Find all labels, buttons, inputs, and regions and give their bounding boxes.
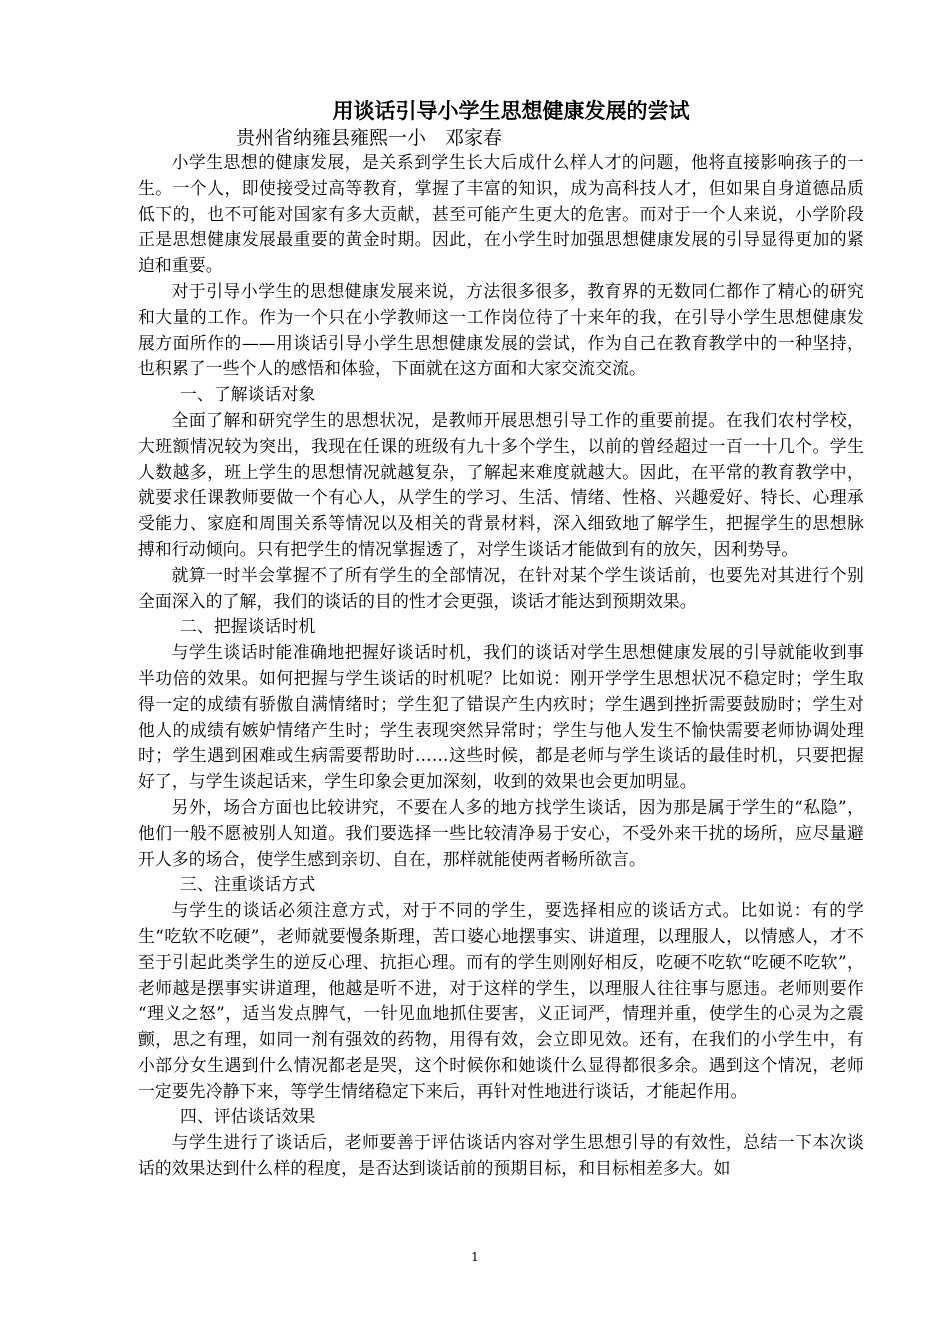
section-heading: 四、评估谈话效果 xyxy=(180,1106,316,1127)
section-heading: 二、把握谈话时机 xyxy=(180,616,316,637)
body-paragraph: 与学生的谈话必须注意方式，对于不同的学生，要选择相应的谈话方式。比如说：有的学生“吃软不吃硬”，老师就要慢条斯理，苦口婆心地摆事实、讲道理，以理服人，以情感人，才不至于引起此类学生的逆反心理、抗拒心理。而有的学生则刚好相反，吃硬不吃软“吃硬不吃软”，老师越是摆事实讲道理，他越是听不进，对于这样的学生，以理服人往往事与愿违。老师则要作 “理义之怒”，适当发点脾气，一针见血地抓住要害，义正词严，情理并重，使学生的心灵为之震颤，思之有理，如同一剂有强效的药物，用得有效，会立即见效。还有，在我们的小学生中，有小部分女生遇到什么情况都老是哭，这个时候你和她谈什么显得都很多余。遇到这个情况，老师一定要先冷静下来，等学生情绪稳定下来后，再针对性地进行谈话，才能起作用。 xyxy=(138,900,864,1101)
document-page xyxy=(138,96,864,1182)
section-heading: 一、了解谈话对象 xyxy=(180,384,316,405)
body-paragraph: 小学生思想的健康发展，是关系到学生长大后成什么样人才的问题，他将直接影响孩子的一生。一个人，即使接受过高等教育，掌握了丰富的知识，成为高科技人才，但如果自身道德品质低下的，也不可能对国家有多大贡献，甚至可能产生更大的危害。而对于一个人来说，小学阶段正是思想健康发展最重要的黄金时期。因此，在小学生时加强思想健康发展的引导显得更加的紧迫和重要。 xyxy=(138,152,864,276)
body-paragraph: 全面了解和研究学生的思想状况，是教师开展思想引导工作的重要前提。在我们农村学校，大班额情况较为突出，我现在任课的班级有九十多个学生，以前的曾经超过一百一十几个。学生人数越多，班上学生的思想情况就越复杂，了解起来难度就越大。因此，在平常的教育教学中，就要求任课教师要做一个有心人，从学生的学习、生活、情绪、性格、兴趣爱好、特长、心理承受能力、家庭和周围关系等情况以及相关的背景材料，深入细致地了解学生，把握学生的思想脉搏和行动倾向。只有把学生的情况掌握透了，对学生谈话才能做到有的放矢，因利势导。 xyxy=(138,409,864,559)
body-paragraph: 对于引导小学生的思想健康发展来说，方法很多很多，教育界的无数同仁都作了精心的研究和大量的工作。作为一个只在小学教师这一工作岗位待了十来年的我，在引导小学生思想健康发展方面所作的——用谈话引导小学生思想健康发展的尝试，作为自己在教育教学中的一种坚持，也积累了一些个人的感悟和体验，下面就在这方面和大家交流交流。 xyxy=(138,280,864,379)
page-number: 1 xyxy=(471,1250,479,1264)
body-paragraph: 与学生谈话时能准确地把握好谈话时机，我们的谈话对学生思想健康发展的引导就能收到事半功倍的效果。如何把握与学生谈话的时机呢？比如说：刚开学学生思想状况不稳定时；学生取得一定的成绩有骄傲自满情绪时；学生犯了错误产生内疚时；学生遇到挫折需要鼓励时；学生对他人的成绩有嫉妒情绪产生时；学生表现突然异常时；学生与他人发生不愉快需要老师协调处理时；学生遇到困难或生病需要帮助时……这些时候，都是老师与学生谈话的最佳时机，只要把握好了，与学生谈起话来，学生印象会更加深刻，收到的效果也会更加明显。 xyxy=(138,642,864,792)
section-heading: 三、注重谈话方式 xyxy=(180,874,316,895)
body-paragraph: 就算一时半会掌握不了所有学生的全部情况，在针对某个学生谈话前，也要先对其进行个别全面深入的了解，我们的谈话的目的性才会更强，谈话才能达到预期效果。 xyxy=(138,564,864,611)
document-body xyxy=(138,150,864,1182)
document-author: 贵州省纳雍县雍熙一小 邓家春 xyxy=(236,127,503,149)
body-paragraph: 另外，场合方面也比较讲究，不要在人多的地方找学生谈话，因为那是属于学生的“私隐”，他们一般不愿被别人知道。我们要选择一些比较清净易于安心，不受外来干扰的场所，应尽量避开人多的场合，使学生感到亲切、自在，那样就能使两者畅所欲言。 xyxy=(138,796,864,869)
body-paragraph: 与学生进行了谈话后，老师要善于评估谈话内容对学生思想引导的有效性，总结一下本次谈话的效果达到什么样的程度，是否达到谈话前的预期目标，和目标相差多大。如 xyxy=(138,1132,864,1179)
document-title: 用谈话引导小学生思想健康发展的尝试 xyxy=(332,99,690,123)
